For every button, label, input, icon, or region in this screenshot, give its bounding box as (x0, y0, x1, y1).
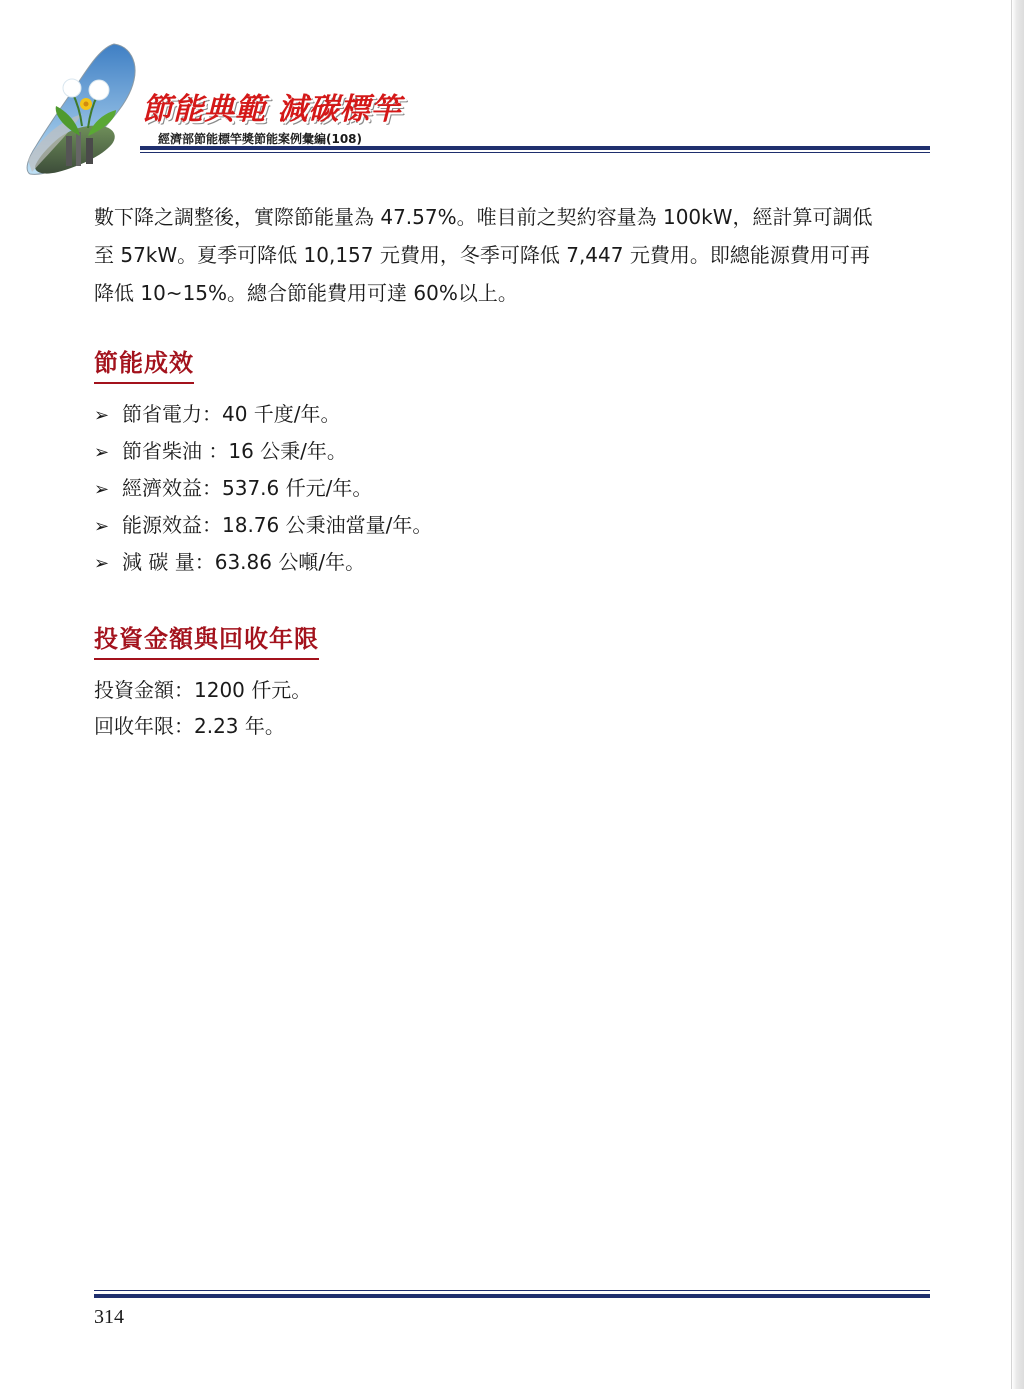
header-title: 節能典範 減碳標竿 (142, 92, 402, 127)
header-rule-thick (140, 146, 930, 150)
arrow-bullet-icon: ➢ (94, 405, 110, 426)
list-item-text: 節省電力：40 千度/年。 (122, 402, 341, 426)
list-item-text: 減 碳 量：63.86 公噸/年。 (122, 550, 366, 574)
taiwan-island-dandelion-logo-icon (22, 40, 152, 180)
investment-section (94, 619, 319, 660)
investment-details (94, 672, 311, 744)
footer-rule-thin (94, 1290, 930, 1291)
list-item-text: 節省柴油 ：16 公秉/年。 (122, 439, 347, 463)
header-subtitle: 經濟部節能標竿獎節能案例彙編(108) (158, 132, 363, 146)
investment-heading: 投資金額與回收年限 (94, 619, 319, 660)
list-item-text: 經濟效益：537.6 仟元/年。 (122, 476, 373, 500)
list-item (94, 396, 432, 433)
intro-paragraph (94, 198, 934, 312)
intro-line-2: 至 57kW。夏季可降低 10,157 元費用，冬季可降低 7,447 元費用。即總能源費用可再 (94, 243, 870, 267)
list-item (94, 433, 432, 470)
energy-results-section (94, 343, 194, 384)
page-number: 314 (94, 1306, 124, 1328)
energy-results-list (94, 396, 432, 581)
investment-amount: 投資金額：1200 仟元。 (94, 678, 312, 702)
header-rule-thin (140, 152, 930, 153)
payback-period: 回收年限：2.23 年。 (94, 714, 285, 738)
list-item (94, 507, 432, 544)
list-item-text: 能源效益：18.76 公秉油當量/年。 (122, 513, 433, 537)
list-item (94, 470, 432, 507)
arrow-bullet-icon: ➢ (94, 553, 110, 574)
intro-line-1: 數下降之調整後，實際節能量為 47.57%。唯目前之契約容量為 100kW，經計算可調低 (94, 205, 873, 229)
page-header (0, 0, 1010, 185)
intro-line-3: 降低 10~15%。總合節能費用可達 60%以上。 (94, 281, 518, 305)
page-edge-strip (1011, 0, 1024, 1389)
arrow-bullet-icon: ➢ (94, 516, 110, 537)
footer-rule-thick (94, 1294, 930, 1298)
arrow-bullet-icon: ➢ (94, 479, 110, 500)
list-item (94, 544, 432, 581)
energy-results-heading: 節能成效 (94, 343, 194, 384)
arrow-bullet-icon: ➢ (94, 442, 110, 463)
